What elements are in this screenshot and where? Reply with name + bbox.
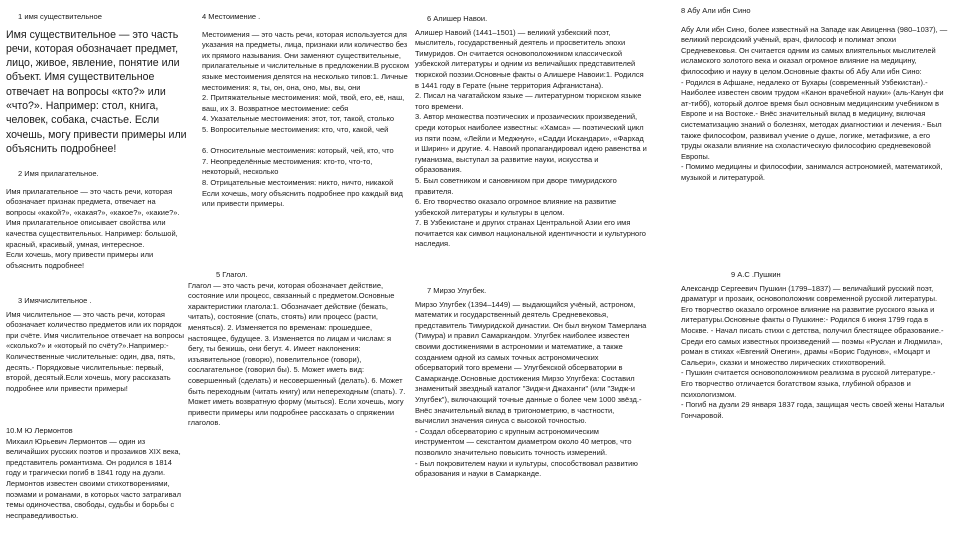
section-text: Алишер Навоий (1441–1501) — великий узбекский поэт, мыслитель, государственный деятель и просветитель эпохи Тимуридов. Он считается основоположником классической узбекской литературы и одним из величайших представителей тюркской поэзии.Основные факты о Алишере Навоии:1. Родился в 1441 году в Герате (ныне территория Афганистана). 2. Писал на чагатайском языке — литературном тюркском языке того времени. 3. Автор множества поэтических и прозаических произведений, среди которых наиболее известны: «Хамса» — поэтический цикл из пяти поэм, «Лейли и Меджнун», «Садди Искандари», «Фархад и Ширин» и другие. 4. Навоий пропагандировал идею равенства и гуманизма, выступал за развитие науки, искусства и образования. 5. Был советником и сановником при дворе тимуридского правителя. 6. Его творчество оказало огромное влияние на развитие узбекской литературы и культуры в целом. 7. В Узбекистане и других странах Центральной Азии его имя почитается как символ национальной идентичности и культурного наследия. [415,27,647,249]
section-heading: 8 Абу Али ибн Сино [681,6,751,15]
section-adjective [6,169,186,271]
section-text: Абу Али ибн Сино, более известный на Западе как Авиценна (980–1037), — великий персидский учёный, врач, философ и полимат эпохи Средневековья. Он считается одним из самых влиятельных мыслителей исламского золотого века и оказал огромное влияние на медицину, философию и науку в целом.Основные факты об Абу Али ибн Сино: - Родился в Афшане, недалеко от Бухары (современный Узбекистан).- Наиболее известен своим трудом «Канон врачебной науки» (аль-Канун фи ат-тибб), который долгое время был основным медицинским учебником в Европе и на Востоке.- Внёс значительный вклад в медицину, включая систематизацию знаний о болезнях, методах диагностики и лечения.- Был также философом, развивал учение о душе, логике, метафизике, а его труды оказали влияние на схоластическую философию средневековой Европы. - Помимо медицины и философии, занимался астрономией, математикой, музыкой и литературой. [681,24,948,182]
section-numeral [6,296,186,394]
section-text: Александр Сергеевич Пушкин (1799–1837) — величайший русский поэт, драматург и прозаик, основоположник современной русской литературы. Его творчество оказало огромное влияние на развитие русского языка и литературы.Основные факты о Пушкине:- Родился 6 июня 1799 года в Москве. - Начал писать стихи с детства, получил блестящее образование.- Среди его самых известных произведений — поэмы «Руслан и Людмила», роман в стихах «Евгений Онегин», драмы «Борис Годунов», «Моцарт и Сальери», сказки и множество лирических стихотворений. - Пушкин считается основоположником реализма в русской литературе.- Его творчество отличается богатством языка, глубиной образов и психологизмом. - Погиб на дуэли 29 января 1837 года, защищая честь своей жены Натальи Гончаровой. [681,283,945,420]
section-pronoun [202,12,412,210]
section-heading: 7 Мирзо Улугбек. [427,286,487,295]
section-avicenna [681,6,949,184]
section-lermontov [6,426,186,521]
section-text: Имя числительное — это часть речи, которая обозначает количество предметов или их порядок при счёте. Имя числительное отвечает на вопросы «сколько?» и «который по счёту?».Например:- Количественные числительные: один, два, пять, десять.- Порядковые числительные: первый, второй, десятый.Если хочешь, могу рассказать подробнее или привести примеры! [6,309,184,393]
section-navoi [415,14,647,250]
section-heading: 1 имя существительное [18,12,102,21]
section-noun [6,12,192,156]
section-text: Глагол — это часть речи, которая обозначает действие, состояние или процесс, связанный с предметом.Основные характеристики глагола:1. Обозначает действие (бежать, читать), состояние (спать, стоять) или процесс (расти, меняться). 2. Изменяется по временам: прошедшее, настоящее, будущее. 3. Изменяется по лицам и числам: я бегу, ты бежишь, они бегут. 4. Имеет наклонения: изъявительное (говорю), повелительное (говори), сослагательное (говорил бы). 5. Может иметь вид: совершенный (сделать) и несовершенный (делать). 6. Может быть переходным (читать книгу) или непереходным (спать). 7. Может иметь возвратную форму (мыться). Если хочешь, могу привести примеры или подробнее рассказать о спряжении глаголов. [188,280,406,428]
section-text: Михаил Юрьевич Лермонтов — один из величайших русских поэтов и прозаиков XIX века, представитель романтизма. Он родился в 1814 году и трагически погиб в 1841 году на дуэли. Лермонтов известен своими стихотворениями, поэмами и романами, в которых часто затрагивал темы одиночества, свободы, судьбы и борьбы с несправедливостью. [6,436,181,520]
section-text: Имя прилагательное — это часть речи, которая обозначает признак предмета, отвечает на вопросы «какой?», «какая?», «какое?», «какие?». Имя прилагательное описывает свойства или качества существительных. Например: большой, красный, красивый, умная, интересное. Если хочешь, могу привести примеры или объяснить подробнее! [6,186,180,270]
section-text: Имя существительное — это часть речи, которая обозначает предмет, лицо, живое, явление, понятие или объект. Имя существительное отвечает на вопросы «кто?» или «что?». Например: стол, книга, человек, собака, счастье. Если хочешь, могу привести примеры или объяснить подробнее! [6,28,187,155]
section-text: Мирзо Улугбек (1394–1449) — выдающийся учёный, астроном, математик и государственный деятель Средневековья, представитель Тимуридской династии. Он был внуком Тамерлана (Тимура) и правил Самаркандом. Улугбек наиболее известен своими достижениями в астрономии и математике, а также созданием одной из самых точных астрономических обсерваторий того времени — Улугбекской обсерватории в Самарканде.Основные достижения Мирзо Улугбека: Составил знаменитый звездный каталог "Зидж-и Джаханги" (или "Зидж-и Улугбек"), включающий точные данные о более чем 1000 звёзд.-Внёс значительный вклад в тригонометрию, в частности, вычислил значения синуса с высокой точностью. - Создал обсерваторию с крупным астрономическим инструментом — секстантом диаметром около 40 метров, что позволило значительно повысить точность измерений. - Был покровителем науки и культуры, способствовал развитию образования и науки в Самарканде. [415,299,647,479]
section-ulugbek [415,286,647,480]
section-heading: 2 Имя прилагательное. [18,169,99,178]
section-heading: 6 Алишер Навои. [427,14,488,23]
section-text: Местоимения — это часть речи, которая используется для указания на предметы, лица, признаки или количество без их прямого называния. Они заменяют существительные, прилагательные и числительные в предложении.В русском языке местоимения делятся на несколько типов:1. Личные местоимения: я, ты, он, она, оно, мы, вы, они 2. Притяжательные местоимения: мой, твой, его, её, наш, ваш, их 3. Возвратное местоимение: себя 4. Указательные местоимения: этот, тот, такой, столько 5. Вопросительные местоимения: кто, что, какой, чей 6. Относительные местоимения: который, чей, кто, что 7. Неопределённые местоимения: кто-то, что-то, некоторый, несколько 8. Отрицательные местоимения: никто, ничто, никакой Если хочешь, могу объяснить подробнее про каждый вид или привести примеры. [202,29,409,209]
section-heading: 10.М Ю Лермонтов [6,426,73,435]
section-heading: 9 А.С .Пушкин [731,270,781,279]
section-pushkin [681,270,949,421]
section-heading: 5 Глагол. [216,270,248,279]
section-verb [188,270,408,429]
section-heading: 4 Местоимение . [202,12,261,21]
section-heading: 3 Имячислительное . [18,296,92,305]
